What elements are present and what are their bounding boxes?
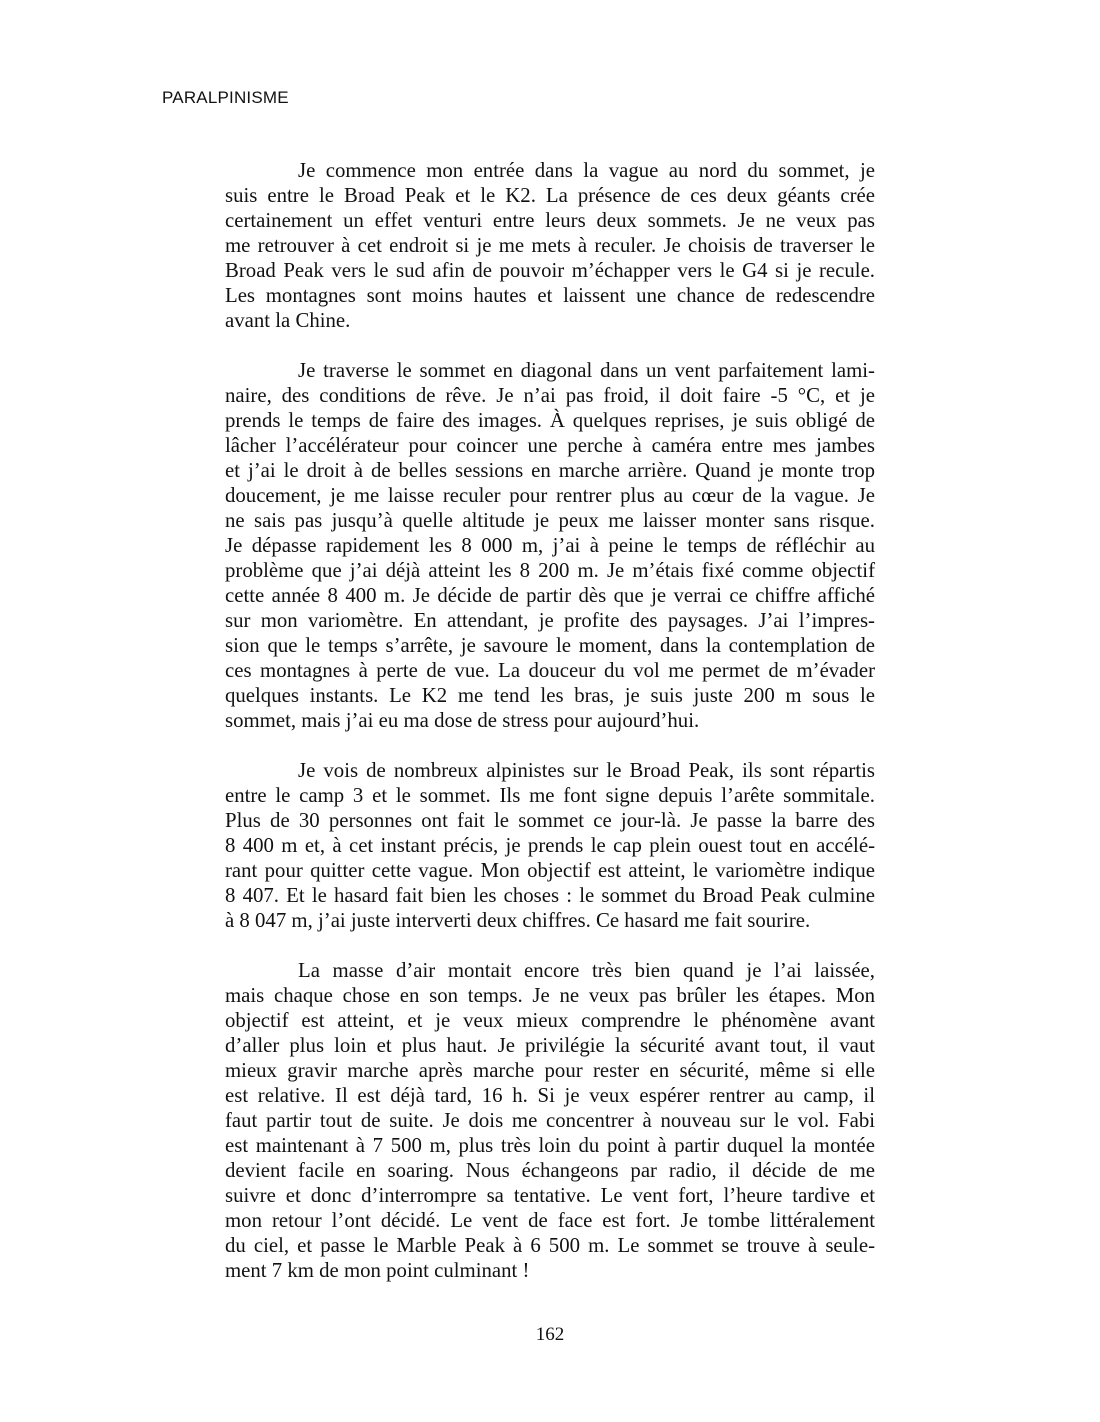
text-line: 8 407. Et le hasard fait bien les choses : le sommet du Broad Peak culmine (225, 884, 875, 907)
paragraph (225, 358, 875, 733)
text-line: suis entre le Broad Peak et le K2. La présence de ces deux géants crée (225, 184, 875, 207)
text-line: avant la Chine. (225, 309, 351, 332)
text-line: suivre et donc d’interrompre sa tentative. Le vent fort, l’heure tardive et (225, 1184, 875, 1207)
text-line: ment 7 km de mon point culminant ! (225, 1259, 530, 1282)
text-line: Je traverse le sommet en diagonal dans un vent parfaitement lami- (298, 359, 875, 382)
text-line: Je vois de nombreux alpinistes sur le Broad Peak, ils sont répartis (298, 759, 875, 782)
text-line: d’aller plus loin et plus haut. Je privilégie la sécurité avant tout, il vaut (225, 1034, 875, 1057)
page-number: 162 (535, 1324, 565, 1345)
paragraph (225, 958, 875, 1283)
text-line: mon retour l’ont décidé. Le vent de face est fort. Je tombe littéralement (225, 1209, 875, 1232)
text-line: du ciel, et passe le Marble Peak à 6 500 m. Le sommet se trouve à seule- (225, 1234, 875, 1257)
text-line: devient facile en soaring. Nous échangeons par radio, il décide de me (225, 1159, 875, 1182)
text-line: à 8 047 m, j’ai juste interverti deux chiffres. Ce hasard me fait sourire. (225, 909, 811, 932)
body-text (225, 158, 875, 1308)
text-line: lâcher l’accélérateur pour coincer une perche à caméra entre mes jambes (225, 434, 875, 457)
paragraph (225, 158, 875, 333)
text-line: naire, des conditions de rêve. Je n’ai pas froid, il doit faire -5 °C, et je (225, 384, 875, 407)
text-line: problème que j’ai déjà atteint les 8 200 m. Je m’étais fixé comme objectif (225, 559, 875, 582)
text-line: certainement un effet venturi entre leurs deux sommets. Je ne veux pas (225, 209, 875, 232)
text-line: Les montagnes sont moins hautes et laissent une chance de redescendre (225, 284, 875, 307)
text-line: est relative. Il est déjà tard, 16 h. Si je veux espérer rentrer au camp, il (225, 1084, 875, 1107)
text-line: Plus de 30 personnes ont fait le sommet ce jour-là. Je passe la barre des (225, 809, 875, 832)
text-line: doucement, je me laisse reculer pour rentrer plus au cœur de la vague. Je (225, 484, 875, 507)
text-line: quelques instants. Le K2 me tend les bras, je suis juste 200 m sous le (225, 684, 875, 707)
text-line: 8 400 m et, à cet instant précis, je prends le cap plein ouest tout en accélé- (225, 834, 875, 857)
text-line: Je commence mon entrée dans la vague au nord du sommet, je (298, 159, 875, 182)
text-line: La masse d’air montait encore très bien quand je l’ai laissée, (298, 959, 875, 982)
text-line: cette année 8 400 m. Je décide de partir dès que je verrai ce chiffre affiché (225, 584, 875, 607)
paragraph (225, 758, 875, 933)
text-line: sommet, mais j’ai eu ma dose de stress pour aujourd’hui. (225, 709, 700, 732)
text-line: rant pour quitter cette vague. Mon objectif est atteint, le variomètre indique (225, 859, 875, 882)
text-line: est maintenant à 7 500 m, plus très loin du point à partir duquel la montée (225, 1134, 875, 1157)
text-line: et j’ai le droit à de belles sessions en marche arrière. Quand je monte trop (225, 459, 875, 482)
text-line: faut partir tout de suite. Je dois me concentrer à nouveau sur le vol. Fabi (225, 1109, 875, 1132)
text-line: ne sais pas jusqu’à quelle altitude je peux me laisser monter sans risque. (225, 509, 875, 532)
text-line: mais chaque chose en son temps. Je ne veux pas brûler les étapes. Mon (225, 984, 875, 1007)
text-line: Je dépasse rapidement les 8 000 m, j’ai à peine le temps de réfléchir au (225, 534, 875, 557)
text-line: sion que le temps s’arrête, je savoure le moment, dans la contemplation de (225, 634, 875, 657)
running-head: PARALPINISME (162, 88, 289, 107)
text-line: mieux gravir marche après marche pour rester en sécurité, même si elle (225, 1059, 875, 1082)
text-line: objectif est atteint, et je veux mieux comprendre le phénomène avant (225, 1009, 875, 1032)
text-line: entre le camp 3 et le sommet. Ils me font signe depuis l’arête sommitale. (225, 784, 875, 807)
text-line: Broad Peak vers le sud afin de pouvoir m’échapper vers le G4 si je recule. (225, 259, 875, 282)
text-line: ces montagnes à perte de vue. La douceur du vol me permet de m’évader (225, 659, 875, 682)
text-line: sur mon variomètre. En attendant, je profite des paysages. J’ai l’impres- (225, 609, 875, 632)
text-line: me retrouver à cet endroit si je me mets à reculer. Je choisis de traverser le (225, 234, 875, 257)
text-line: prends le temps de faire des images. À quelques reprises, je suis obligé de (225, 409, 875, 432)
